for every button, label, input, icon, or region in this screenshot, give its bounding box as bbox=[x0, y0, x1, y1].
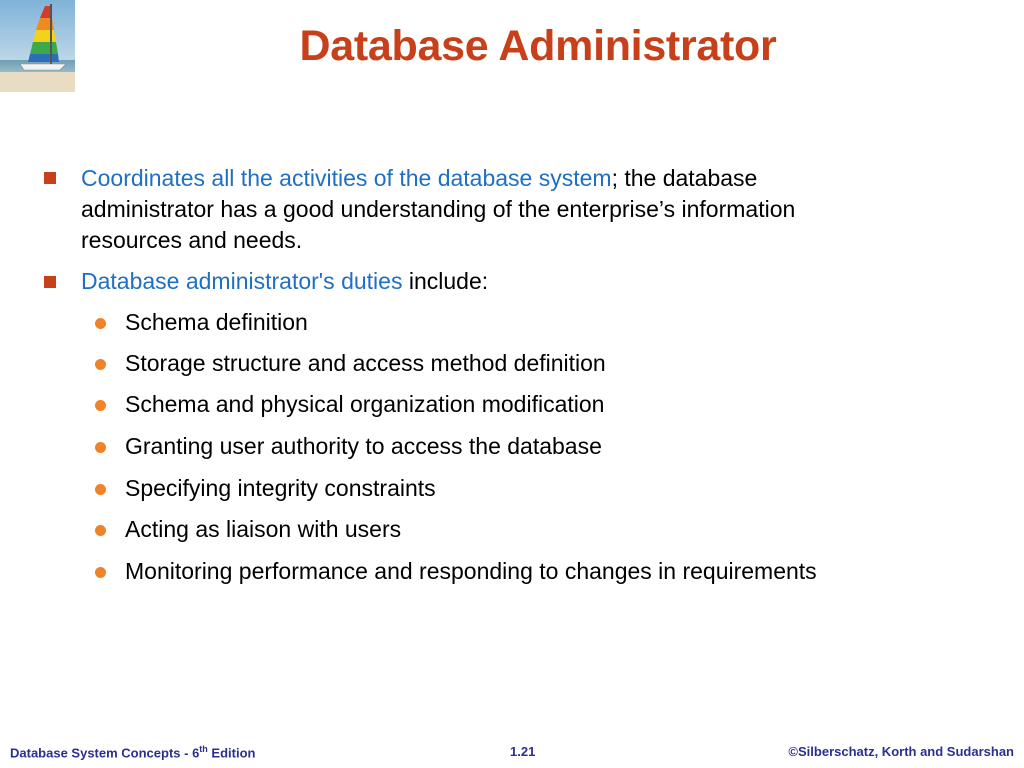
bullet-highlight: Database administrator's duties bbox=[81, 268, 403, 294]
square-bullet-icon bbox=[44, 276, 56, 288]
round-bullet-icon bbox=[95, 359, 106, 370]
bullet-text-line2: administrator has a good understanding of the enterprise’s information bbox=[81, 196, 796, 222]
round-bullet-icon bbox=[95, 484, 106, 495]
round-bullet-icon bbox=[95, 318, 106, 329]
bullet-text: ; the database bbox=[611, 165, 758, 191]
footer-edition-sup: th bbox=[199, 744, 208, 754]
bullet-text-line3: resources and needs. bbox=[81, 227, 303, 253]
round-bullet-icon bbox=[95, 567, 106, 578]
slide-title: Database Administrator bbox=[299, 22, 777, 70]
duty-item: Schema and physical organization modification bbox=[125, 391, 605, 417]
footer-book-title-text: Database System Concepts - 6 bbox=[10, 745, 200, 761]
duty-item: Monitoring performance and responding to changes in requirements bbox=[125, 558, 817, 584]
bullet-duties bbox=[81, 266, 911, 297]
duty-item: Schema definition bbox=[125, 309, 308, 335]
square-bullet-icon bbox=[44, 172, 56, 184]
round-bullet-icon bbox=[95, 442, 106, 453]
footer-book-title bbox=[10, 744, 255, 760]
footer-edition-text: Edition bbox=[207, 745, 256, 761]
footer-copyright: ©Silberschatz, Korth and Sudarshan bbox=[788, 744, 1014, 759]
bullet-text: include: bbox=[402, 268, 489, 294]
duty-item: Storage structure and access method definition bbox=[125, 350, 606, 376]
duty-item: Acting as liaison with users bbox=[125, 516, 402, 542]
duty-item: Granting user authority to access the database bbox=[125, 433, 602, 459]
footer-page-number: 1.21 bbox=[510, 744, 536, 759]
duty-item: Specifying integrity constraints bbox=[125, 475, 436, 501]
round-bullet-icon bbox=[95, 525, 106, 536]
bullet-coordinates bbox=[81, 163, 911, 256]
round-bullet-icon bbox=[95, 400, 106, 411]
bullet-highlight: Coordinates all the activities of the database system bbox=[81, 165, 612, 191]
